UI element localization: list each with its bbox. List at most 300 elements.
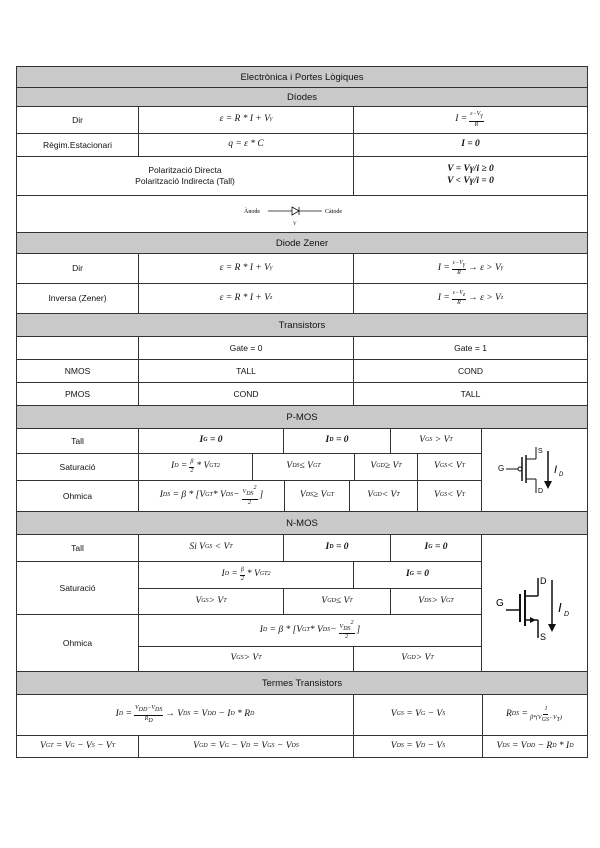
nmos-sat-label: Saturació <box>59 582 96 593</box>
s: T <box>461 463 466 470</box>
nmos-table <box>17 535 481 671</box>
termes-vgd <box>138 736 353 757</box>
t: − V <box>427 740 443 751</box>
pmos-ohm-vds <box>284 481 349 511</box>
zener-inv-row <box>17 283 587 313</box>
s: S <box>442 742 446 749</box>
t: = 0 <box>209 435 223 446</box>
transistors-gate-row <box>17 336 587 359</box>
t: = 0 <box>335 542 349 553</box>
frac-num: β <box>240 567 245 576</box>
pmos-gate0: COND <box>138 383 353 405</box>
t: < V <box>447 490 462 501</box>
zener-inv-current <box>353 284 587 313</box>
t: − V <box>231 740 246 751</box>
v-label: V <box>293 222 297 227</box>
termes-header-text: Termes Transistors <box>261 677 343 689</box>
t: − V <box>427 709 443 720</box>
frac-sub: γ <box>480 113 483 119</box>
frac-num: ε−V <box>452 289 463 296</box>
s: T <box>223 597 227 604</box>
s: DS <box>322 626 331 633</box>
nmos-ohm-row <box>17 614 481 671</box>
t: = 0 <box>416 569 429 580</box>
nmos-tall-label: Tall <box>71 542 84 553</box>
t: ≤ V <box>299 461 313 472</box>
t: ≥ V <box>384 461 399 472</box>
t: V <box>299 490 306 501</box>
s: GD <box>373 492 382 499</box>
nmos-sat-bottom <box>139 588 481 614</box>
diodes-header <box>17 87 587 106</box>
s: DS <box>424 597 432 604</box>
t: = V <box>55 740 71 751</box>
t: ] <box>259 490 264 501</box>
nmos-gate1: COND <box>353 360 587 382</box>
s: GT <box>45 742 54 749</box>
nmos-sat-row <box>17 561 481 614</box>
t: = V <box>406 740 421 751</box>
pmos-sat-vgs <box>417 454 481 480</box>
drain-label: D <box>537 488 543 495</box>
id-label: I <box>557 600 562 615</box>
pmos-gate1: TALL <box>353 383 587 405</box>
t: = V <box>252 740 268 751</box>
s: DS <box>511 711 520 718</box>
frac-num: ε−V <box>452 259 463 266</box>
s: T <box>229 544 233 551</box>
t: V <box>390 740 397 751</box>
t: * V <box>246 569 260 580</box>
pmos-ohm-vgs <box>417 481 481 511</box>
eq-sub: γ <box>269 264 273 271</box>
t: V <box>418 595 425 606</box>
frac-den: 2 <box>190 467 194 474</box>
s: G <box>70 742 75 749</box>
regim-label: Règim.Estacionari <box>43 139 112 150</box>
pmos-tall-vgs <box>390 429 481 453</box>
fraction <box>469 111 483 129</box>
t: I <box>259 624 263 635</box>
frac-den: β*(V <box>529 714 542 721</box>
catode-label: Càtode <box>325 209 342 215</box>
frac-num: β <box>189 459 194 468</box>
sup: 2 <box>350 619 354 626</box>
s: S <box>91 742 95 749</box>
s: D <box>174 463 179 470</box>
s: D <box>262 626 268 633</box>
nmos-transistor-icon <box>490 558 580 648</box>
t: V <box>193 740 199 751</box>
s: GD <box>198 742 208 749</box>
s: GT <box>209 463 217 470</box>
s: DS <box>292 463 300 470</box>
s: GT <box>446 597 454 604</box>
t: = β * [V <box>172 490 206 501</box>
nmos-ohm-vgs <box>139 647 353 671</box>
pmos-sat-id <box>138 454 252 480</box>
diode-symbol-icon <box>242 199 362 229</box>
t: = 0 <box>335 435 349 446</box>
t: Si V <box>189 542 205 553</box>
fraction <box>452 260 466 278</box>
t: = 0 <box>434 542 448 553</box>
t: * I <box>558 740 570 751</box>
t: V <box>496 740 503 751</box>
nmos-tall-row <box>17 535 481 561</box>
t: = <box>231 569 238 580</box>
frac-den: R <box>474 121 479 128</box>
t: V <box>321 595 328 606</box>
transistors-nmos-row <box>17 359 587 382</box>
nmos-ohm-top <box>139 615 481 646</box>
t: > V <box>431 595 447 606</box>
s: T <box>398 463 402 470</box>
s: DS <box>155 707 163 713</box>
pmos-sat-label: Saturació <box>59 461 96 472</box>
cond-indirecta: V < Vγ/i = 0 <box>447 176 494 186</box>
nmos-sat-group <box>138 562 481 614</box>
eq-text: I = <box>455 114 468 125</box>
gate1-label: Gate = 1 <box>353 337 587 359</box>
t: * V <box>309 624 323 635</box>
s: DS <box>183 711 191 718</box>
pmos-symbol-cell <box>481 429 587 511</box>
s: GS <box>541 716 549 723</box>
t: * R <box>237 709 251 720</box>
frac-den: 2 <box>345 634 349 640</box>
t: ] <box>356 624 361 635</box>
t: < V <box>381 490 397 501</box>
frac-sub: z <box>462 291 466 298</box>
nmos-sat-ig <box>353 562 481 588</box>
frac-den: 2 <box>248 499 252 506</box>
pol-indirecta: Polarització Indirecta (Tall) <box>135 176 235 186</box>
s: D <box>420 742 426 749</box>
pmos-ohm-label: Ohmica <box>62 490 93 501</box>
zener-header <box>17 232 587 253</box>
s: GD <box>376 463 385 470</box>
s: D <box>148 717 153 724</box>
pmos-tall-id <box>283 429 390 453</box>
gate-label: G <box>497 464 504 473</box>
t: V <box>230 653 237 664</box>
s: GD <box>327 597 336 604</box>
s: D <box>250 711 255 718</box>
s: D <box>118 711 124 718</box>
nmos-gate0: TALL <box>138 360 353 382</box>
t: V <box>39 740 46 751</box>
nmos-label: NMOS <box>64 365 91 376</box>
nmos-ohm-group <box>138 615 481 671</box>
s: D <box>329 544 334 551</box>
sheet-title <box>17 67 587 87</box>
s: G <box>428 544 433 551</box>
s: T <box>258 655 262 662</box>
t: = V <box>406 709 421 720</box>
t: I <box>325 435 330 446</box>
zener-inv-label: Inversa (Zener) <box>48 293 107 304</box>
s: DS <box>162 492 171 499</box>
diodes-dir-label: Dir <box>72 114 83 125</box>
s: GT <box>302 626 310 633</box>
frac-num: V <box>134 705 139 711</box>
termes-id-vds <box>17 695 353 735</box>
pmos-sat-row <box>17 453 481 480</box>
t: V <box>195 595 202 606</box>
t: V <box>419 435 426 446</box>
nmos-tall-id <box>283 535 390 561</box>
s: DS <box>246 491 254 497</box>
t: V <box>401 653 408 664</box>
fraction <box>530 706 562 724</box>
pmos-ohm-row <box>17 480 481 511</box>
eq-text: ε = R * I + V <box>219 114 270 125</box>
zener-inv-equation <box>138 284 353 313</box>
nmos-tall-ig <box>390 535 481 561</box>
t: = β * [V <box>269 624 303 635</box>
t: I <box>115 709 119 720</box>
pmos-ohm-ids <box>138 481 284 511</box>
termes-row2 <box>17 735 587 757</box>
gate-label: G <box>495 598 504 609</box>
s: DS <box>396 742 404 749</box>
diodes-dir-current <box>353 107 587 133</box>
s: GT <box>205 492 213 499</box>
transistors-pmos-row <box>17 382 587 405</box>
diodes-dir-row <box>17 106 587 133</box>
termes-vds <box>353 736 482 757</box>
s: GS <box>267 742 275 749</box>
s: DD <box>138 707 148 713</box>
termes-rds <box>482 695 587 735</box>
title-text: Electrònica i Portes Lògiques <box>240 71 364 83</box>
termes-header <box>17 671 587 694</box>
s: D <box>224 571 230 578</box>
t: − <box>233 490 240 501</box>
t: I <box>424 542 429 553</box>
t: > V <box>415 653 431 664</box>
pmos-ohm-vgd <box>349 481 417 511</box>
s: DS <box>291 742 299 749</box>
s: G <box>409 571 415 578</box>
t: I <box>325 542 330 553</box>
s: DS <box>225 492 234 499</box>
s: T <box>349 597 353 604</box>
diodes-polaritzacio-row <box>17 156 587 195</box>
nmos-sat-vgd <box>283 589 390 614</box>
t: −V <box>548 714 557 721</box>
s: GS <box>204 544 213 551</box>
s: T <box>556 716 560 723</box>
t: = <box>125 709 132 720</box>
nmos-ohm-label: Ohmica <box>62 637 93 648</box>
frac-den: 2 <box>240 575 244 582</box>
eq-text: ε = R * I + V <box>219 292 270 303</box>
zener-dir-row <box>17 253 587 283</box>
termes-row1 <box>17 694 587 735</box>
nmos-tall-vgs <box>138 535 283 561</box>
s: GT <box>326 492 335 499</box>
eq-sub: z <box>270 294 273 301</box>
cond-directa: V = Vγ/i ≥ 0 <box>447 164 494 175</box>
frac-num: 1 <box>543 706 548 715</box>
diodes-regim-row <box>17 133 587 156</box>
regim-equation: q = ε * C <box>138 134 353 156</box>
fraction <box>134 705 163 725</box>
nmos-block <box>17 534 587 671</box>
t: I <box>159 490 163 501</box>
s: GS <box>439 463 448 470</box>
nmos-sat-vds <box>390 589 481 614</box>
frac-num: V <box>242 489 247 495</box>
fraction <box>240 567 245 583</box>
zener-dir-label: Dir <box>72 263 83 274</box>
t: I <box>199 435 204 446</box>
t: I <box>221 569 225 580</box>
termes-vds2 <box>482 736 587 757</box>
id-sub: D <box>558 472 563 478</box>
diodes-header-text: Díodes <box>286 91 318 103</box>
pmos-table <box>17 429 481 511</box>
t: * V <box>212 490 226 501</box>
s: T <box>396 492 400 499</box>
s: D <box>245 742 251 749</box>
termes-vgs <box>353 695 482 735</box>
pmos-sat-vgd <box>354 454 417 480</box>
s: G <box>420 711 426 718</box>
t: = V <box>192 709 208 720</box>
s: D <box>569 742 574 749</box>
frac-den: R <box>457 270 461 276</box>
transistors-header-text: Transistors <box>278 319 326 331</box>
gate0-label: Gate = 0 <box>138 337 353 359</box>
s: D <box>230 711 235 718</box>
t: < V <box>214 542 230 553</box>
pmos-label: PMOS <box>64 388 91 399</box>
pmos-header-text: P-MOS <box>286 411 318 423</box>
regim-current: I = 0 <box>353 134 587 156</box>
frac-num: ε−V <box>470 111 481 117</box>
s: D <box>552 742 557 749</box>
eq-text: ε = R * I + V <box>219 262 270 273</box>
eq-text: I = <box>437 292 450 303</box>
sup: 2 <box>216 463 220 470</box>
s: GT <box>312 463 321 470</box>
transistors-header <box>17 313 587 336</box>
t: R <box>505 709 512 720</box>
t: = <box>180 461 188 472</box>
t: ) <box>560 714 562 721</box>
fraction <box>452 290 466 308</box>
termes-vgt <box>17 736 138 757</box>
eq-sub: γ <box>500 264 504 271</box>
nmos-sat-vgs <box>139 589 283 614</box>
pmos-block <box>17 428 587 511</box>
empty-cell <box>17 337 138 359</box>
t: V <box>433 461 440 472</box>
s: GS <box>425 437 433 444</box>
t: − <box>330 624 337 635</box>
nmos-ohm-id <box>139 615 481 646</box>
t: = V <box>511 740 527 751</box>
t: ≤ V <box>335 595 350 606</box>
nmos-sat-id <box>139 562 353 588</box>
s: T <box>430 655 434 662</box>
s: GT <box>259 571 268 578</box>
diode-symbol-row <box>17 195 587 232</box>
pmos-tall-row <box>17 429 481 453</box>
fraction <box>189 459 194 475</box>
polaritzacio-conditions <box>353 157 587 195</box>
nmos-ohm-vgd <box>353 647 481 671</box>
s: DS <box>305 492 314 499</box>
sup: 2 <box>267 571 271 578</box>
t: − V <box>276 740 292 751</box>
zener-dir-current <box>353 254 587 283</box>
id-label: I <box>553 464 557 476</box>
t: V <box>286 461 293 472</box>
s: T <box>461 492 466 499</box>
t: I <box>171 461 175 472</box>
t: > V <box>434 435 450 446</box>
nmos-symbol-cell <box>481 535 587 671</box>
t: − R <box>537 740 553 751</box>
s: GD <box>407 655 416 662</box>
anode-label: Ànode <box>244 209 260 215</box>
nmos-ohm-bottom <box>139 646 481 671</box>
nmos-header-text: N-MOS <box>286 517 318 529</box>
t: → V <box>165 709 184 720</box>
nmos-sat-top <box>139 562 481 588</box>
zener-header-text: Diode Zener <box>275 237 329 249</box>
pmos-transistor-icon <box>490 435 580 505</box>
t: V <box>367 490 374 501</box>
t: − V <box>97 740 112 751</box>
s: T <box>111 742 116 749</box>
t: V <box>433 490 440 501</box>
s: DS <box>502 742 510 749</box>
t: < V <box>447 461 462 472</box>
s: D <box>329 437 334 444</box>
source-label: S <box>539 632 546 642</box>
pmos-tall-label: Tall <box>71 435 84 446</box>
eq-text: I = <box>437 262 450 273</box>
s: GS <box>439 492 448 499</box>
diodes-dir-equation <box>138 107 353 133</box>
pmos-header <box>17 405 587 428</box>
pmos-sat-vds <box>252 454 354 480</box>
t: > V <box>208 595 224 606</box>
s: GS <box>201 597 209 604</box>
s: DD <box>207 711 217 718</box>
s: DS <box>343 625 351 632</box>
t: * V <box>196 461 210 472</box>
s: GS <box>236 655 244 662</box>
t: − I <box>218 709 231 720</box>
eq-sub: γ <box>269 116 273 123</box>
polaritzacio-labels <box>17 157 353 195</box>
fraction <box>339 620 355 642</box>
formula-sheet <box>16 66 588 758</box>
s: G <box>203 437 208 444</box>
pmos-tall-ig <box>138 429 283 453</box>
pol-directa: Polarització Directa <box>148 165 222 176</box>
t: = <box>521 709 528 720</box>
s: T <box>449 437 453 444</box>
t: V <box>390 709 397 720</box>
frac-den: R <box>457 300 461 306</box>
